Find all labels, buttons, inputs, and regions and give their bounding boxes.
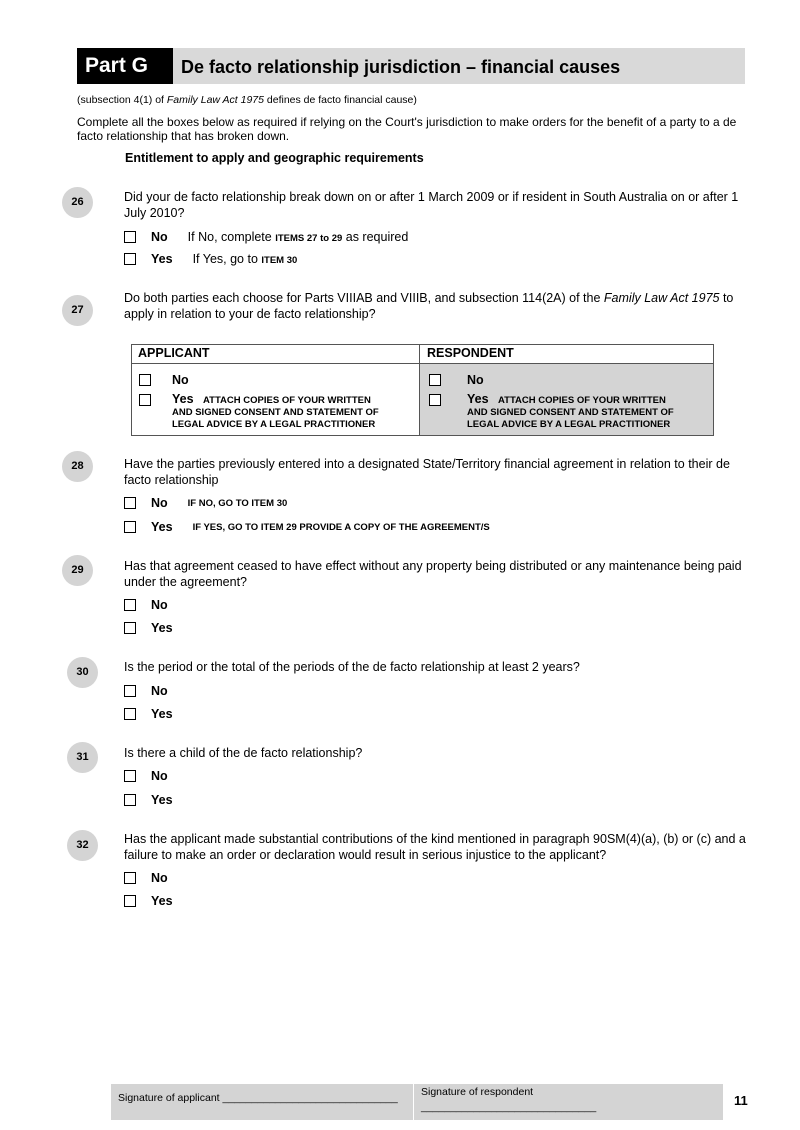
option-label: Yes xyxy=(151,793,173,807)
applicant-yes-label: Yes xyxy=(172,392,194,406)
option-28-no xyxy=(124,495,287,511)
respondent-signature-label: Signature of respondent xyxy=(421,1086,534,1098)
option-29-no xyxy=(124,597,168,613)
question-26: Did your de facto relationship break down on or after 1 March 2009 or if resident in South Australia on or after 1 July 2010? xyxy=(124,190,739,220)
applicant-signature-field[interactable]: Signature of applicant ______________________________ xyxy=(118,1092,398,1104)
applicant-attach-line3: LEGAL ADVICE BY A LEGAL PRACTITIONER xyxy=(172,419,376,430)
option-30-yes xyxy=(124,706,173,722)
option-label: Yes xyxy=(151,252,173,266)
option-31-yes xyxy=(124,792,173,808)
respondent-no-label: No xyxy=(467,373,484,387)
respondent-attach-line3: LEGAL ADVICE BY A LEGAL PRACTITIONER xyxy=(467,419,671,430)
subsection-pre: (subsection 4(1) of xyxy=(77,94,167,106)
respondent-attach-line1: ATTACH COPIES OF YOUR WRITTEN xyxy=(498,395,666,406)
applicant-attach-line1: ATTACH COPIES OF YOUR WRITTEN xyxy=(203,395,371,406)
question-32: Has the applicant made substantial contributions of the kind mentioned in paragraph 90SM(4)(a), (b) or (c) and a failure to make an order or declaration would result in serious injustice to the applicant? xyxy=(124,832,746,862)
option-28-yes xyxy=(124,519,490,535)
section-heading: Entitlement to apply and geographic requirements xyxy=(125,151,424,165)
option-32-yes xyxy=(124,893,173,909)
checkbox-28-yes[interactable] xyxy=(124,521,136,533)
subsection-note xyxy=(77,94,417,106)
item-number-32: 32 xyxy=(67,830,98,861)
checkbox-30-yes[interactable] xyxy=(124,708,136,720)
applicant-no-label: No xyxy=(172,373,189,387)
question-28: Have the parties previously entered into a designated State/Territory financial agreement in relation to their de facto relationship xyxy=(124,457,730,487)
item-number-29: 29 xyxy=(62,555,93,586)
checkbox-27-applicant-no[interactable] xyxy=(139,374,151,386)
checkbox-31-no[interactable] xyxy=(124,770,136,782)
checkbox-26-yes[interactable] xyxy=(124,253,136,265)
respondent-heading: RESPONDENT xyxy=(427,346,514,360)
option-label: No xyxy=(151,598,168,612)
option-26-yes xyxy=(124,251,297,267)
option-31-no xyxy=(124,768,168,784)
page-number: 11 xyxy=(734,1093,748,1108)
signature-divider xyxy=(413,1084,414,1120)
option-label: Yes xyxy=(151,621,173,635)
question-31: Is there a child of the de facto relationship? xyxy=(124,746,363,760)
question-30: Is the period or the total of the periods of the de facto relationship at least 2 years? xyxy=(124,660,580,674)
table-header-rule xyxy=(131,363,714,364)
option-29-yes xyxy=(124,620,173,636)
option-label: No xyxy=(151,496,168,510)
respondent-attach-line2: AND SIGNED CONSENT AND STATEMENT OF xyxy=(467,407,674,418)
intro-text: Complete all the boxes below as required if relying on the Court's jurisdiction to make orders for the benefit of a party to a de facto relationship that has broken down. xyxy=(77,115,737,143)
item-number-31: 31 xyxy=(67,742,98,773)
checkbox-30-no[interactable] xyxy=(124,685,136,697)
checkbox-27-applicant-yes[interactable] xyxy=(139,394,151,406)
checkbox-26-no[interactable] xyxy=(124,231,136,243)
applicant-heading: APPLICANT xyxy=(138,346,210,360)
option-label: Yes xyxy=(151,894,173,908)
respondent-yes-label: Yes xyxy=(467,392,489,406)
checkbox-29-yes[interactable] xyxy=(124,622,136,634)
question-27: Do both parties each choose for Parts VIIIAB and VIIIB, and subsection 114(2A) of the Family Law Act 1975 to apply in relation to your de facto relationship? xyxy=(124,291,734,321)
item-number-30: 30 xyxy=(67,657,98,688)
checkbox-27-respondent-yes[interactable] xyxy=(429,394,441,406)
applicant-attach-line2: AND SIGNED CONSENT AND STATEMENT OF xyxy=(172,407,379,418)
option-note: If No, complete ITEMS 27 to 29 as required xyxy=(187,230,409,244)
option-note: IF NO, GO TO ITEM 30 xyxy=(187,497,288,509)
option-note: If Yes, go to ITEM 30 xyxy=(192,252,298,266)
subsection-act: Family Law Act 1975 xyxy=(166,94,264,106)
option-32-no xyxy=(124,870,168,886)
question-29: Has that agreement ceased to have effect without any property being distributed or any maintenance being paid under the agreement? xyxy=(124,559,742,589)
option-30-no xyxy=(124,683,168,699)
part-label: Part G xyxy=(77,48,173,84)
option-label: No xyxy=(151,871,168,885)
option-label: Yes xyxy=(151,520,173,534)
checkbox-28-no[interactable] xyxy=(124,497,136,509)
checkbox-29-no[interactable] xyxy=(124,599,136,611)
respondent-signature-field[interactable]: ______________________________ xyxy=(421,1101,597,1113)
checkbox-32-yes[interactable] xyxy=(124,895,136,907)
option-label: No xyxy=(151,684,168,698)
part-title: De facto relationship jurisdiction – financial causes xyxy=(181,57,621,77)
table-divider xyxy=(419,344,420,436)
subsection-post: defines de facto financial cause) xyxy=(263,94,417,106)
item-number-28: 28 xyxy=(62,451,93,482)
checkbox-32-no[interactable] xyxy=(124,872,136,884)
option-label: No xyxy=(151,769,168,783)
option-label: No xyxy=(151,230,168,244)
option-label: Yes xyxy=(151,707,173,721)
option-note: IF YES, GO TO ITEM 29 PROVIDE A COPY OF THE AGREEMENT/S xyxy=(192,521,490,533)
item-number-27: 27 xyxy=(62,295,93,326)
checkbox-27-respondent-no[interactable] xyxy=(429,374,441,386)
option-26-no xyxy=(124,229,408,245)
item-number-26: 26 xyxy=(62,187,93,218)
checkbox-31-yes[interactable] xyxy=(124,794,136,806)
